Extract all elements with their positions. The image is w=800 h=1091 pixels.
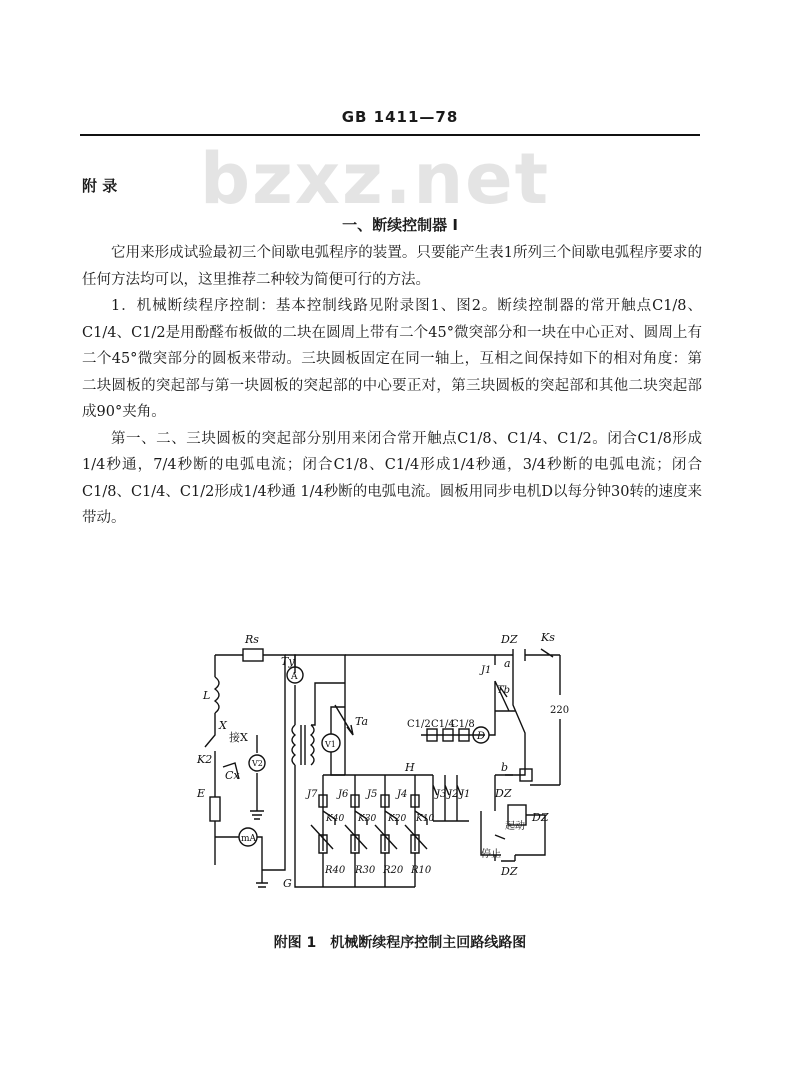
page-header: GB 1411—78 [341, 108, 459, 126]
label-h: H [405, 761, 415, 774]
label-r10: R10 [411, 865, 432, 876]
label-j7: J7 [307, 789, 318, 800]
label-l: L [203, 689, 211, 702]
header-rule [80, 134, 700, 136]
label-k20: K20 [388, 814, 407, 824]
label-dz-bottom: DZ [501, 865, 518, 878]
label-r20: R20 [383, 865, 404, 876]
label-v1: V1 [325, 740, 336, 749]
label-k40: K40 [326, 814, 345, 824]
paragraph: 第一、二、三块圆板的突起部分别用来闭合常开触点C1/8、C1/4、C1/2。闭合C1/8形成1/4秒通，7/4秒断的电弧电流；闭合C1/8、C1/4形成1/4秒通，3/4秒断的电弧电流；闭合C1/8、C1/4、C1/2形成1/4秒通 1/4秒断的电弧电流。圆板用同步电机D以每分钟30转的速度来带动。 [82, 430, 702, 526]
label-dz-coil: DZ [532, 811, 549, 824]
label-ma: mA [241, 834, 257, 844]
label-k2: K2 [197, 753, 213, 766]
figure-caption: 附图 1 机械断续程序控制主回路线路图 [273, 935, 527, 951]
label-g: G [283, 877, 292, 890]
section-label: 附 录 [82, 177, 118, 195]
label-dz-mid: DZ [495, 787, 512, 800]
circuit-diagram [195, 625, 585, 895]
label-d: D [477, 731, 486, 742]
label-v2: V2 [252, 759, 263, 768]
label-tb: Tb [497, 685, 511, 696]
label-j6: J6 [338, 789, 349, 800]
section-title: 一、断续控制器 Ⅰ [342, 216, 458, 234]
label-b: b [501, 761, 509, 774]
label-j4: J4 [397, 789, 408, 800]
label-x: X [219, 719, 227, 732]
paragraph: 它用来形成试验最初三个间歇电弧程序的装置。只要能产生表1所列三个间歇电弧程序要求的任何方法均可以，这里推荐二种较为简便可行的方法。 [82, 245, 702, 288]
label-a: a [504, 657, 511, 670]
label-k30: K30 [358, 814, 377, 824]
label-c18: C1/8 [451, 719, 475, 730]
label-j3: J3 [436, 789, 447, 800]
label-e: E [197, 787, 206, 800]
watermark: bzxz.net [200, 138, 551, 220]
label-ta: Ta [355, 715, 369, 728]
label-ks: Ks [541, 631, 555, 644]
label-c14: C1/4 [431, 719, 455, 730]
label-j2: J2 [448, 789, 459, 800]
label-jie-x: 接X [229, 731, 248, 744]
body-text [82, 240, 702, 532]
label-cx: Cx [225, 769, 240, 782]
label-k10: K10 [416, 814, 435, 824]
label-qidong: 起动 [505, 821, 525, 832]
label-c12: C1/2 [407, 719, 431, 730]
label-220: 220 [550, 705, 570, 716]
label-j5: J5 [367, 789, 378, 800]
label-ty: Ty [281, 655, 295, 668]
label-tingzhi: 停止 [481, 849, 501, 860]
label-rs: Rs [245, 633, 259, 646]
paragraph: 1．机械断续程序控制：基本控制线路见附录图1、图2。断续控制器的常开触点C1/8、C1/4、C1/2是用酚醛布板做的二块在圆周上带有二个45°微突部分和一块在中心正对、圆周上有二个45°微突部分的圆板来带动。三块圆板固定在同一轴上，互相之间保持如下的相对角度：第二块圆板的突起部与第一块圆板的突起部的中心要正对，第三块圆板的突起部和其他二块突起部成90°夹角。 [82, 298, 702, 420]
label-dz-top: DZ [501, 633, 518, 646]
label-j1: J1 [460, 789, 471, 800]
label-j1-top: J1 [481, 665, 492, 676]
label-a-meter: A [291, 672, 298, 682]
label-r30: R30 [355, 865, 376, 876]
label-r40: R40 [325, 865, 346, 876]
